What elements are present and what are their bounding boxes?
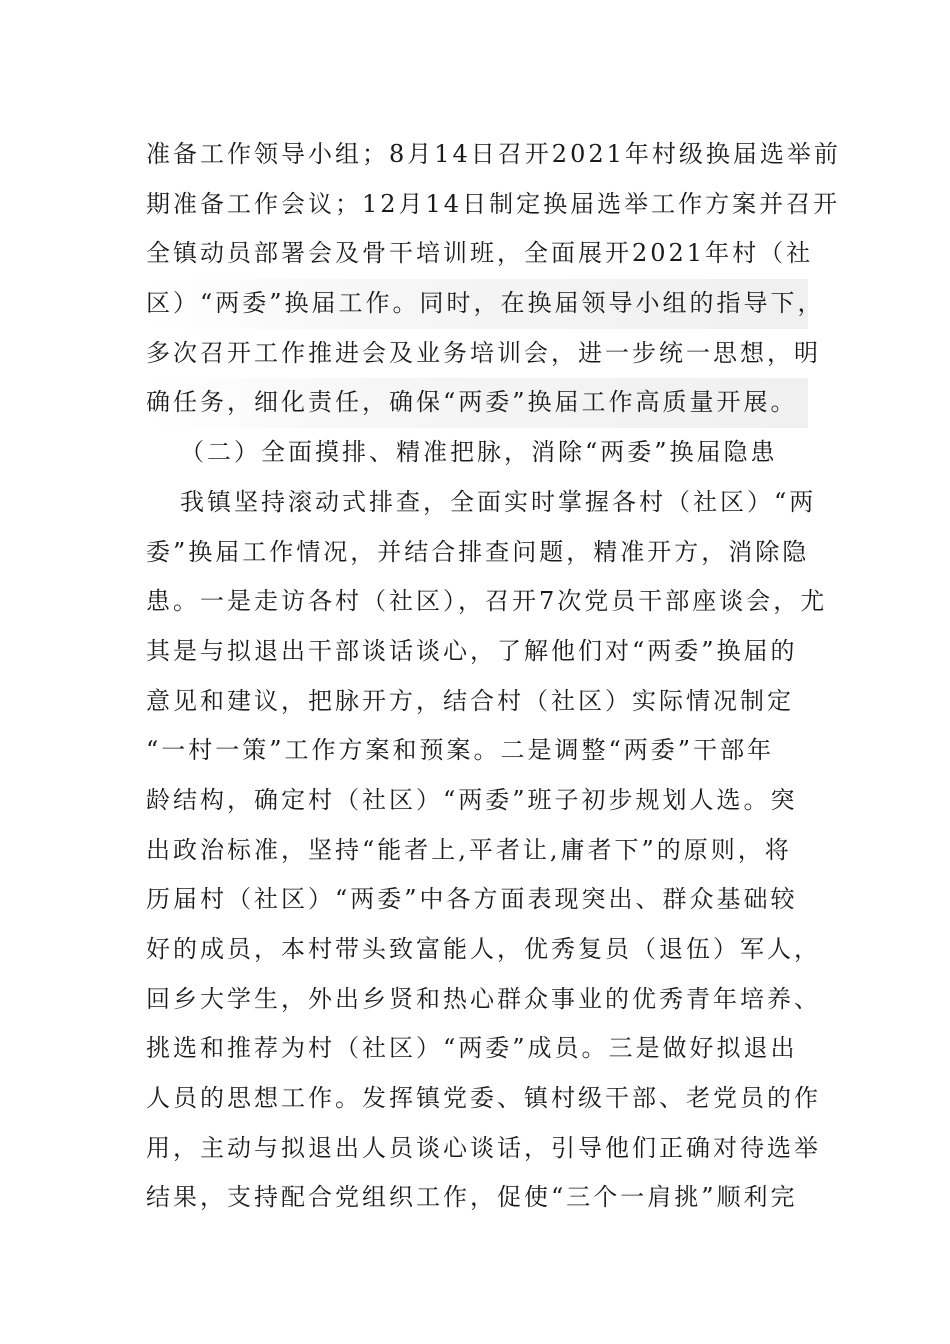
text-line: 挑选和推荐为村（社区）“两委”成员。三是做好拟退出	[146, 1034, 798, 1063]
text-line: 委”换届工作情况，并结合排查问题，精准开方，消除隐	[146, 537, 810, 566]
text-line: 多次召开工作推进会及业务培训会，进一步统一思想，明	[146, 338, 821, 367]
text-line: 历届村（社区）“两委”中各方面表现突出、群众基础较	[146, 885, 798, 914]
body-text	[146, 130, 841, 1223]
text-line: 用，主动与拟退出人员谈心谈话，引导他们正确对待选举	[146, 1133, 821, 1162]
text-line: 人员的思想工作。发挥镇党委、镇村级干部、老党员的作	[146, 1084, 821, 1113]
text-line: 出政治标准，坚持“能者上,平者让,庸者下”的原则，将	[146, 835, 792, 864]
text-line: 我镇坚持滚动式排查，全面实时掌握各村（社区）“两	[180, 487, 817, 516]
text-line: 确任务，细化责任，确保“两委”换届工作高质量开展。	[146, 378, 808, 428]
section-heading: （二）全面摸排、精准把脉，消除“两委”换届隐患	[180, 438, 778, 467]
text-line: 区）“两委”换届工作。同时，在换届领导小组的指导下，	[146, 279, 808, 329]
text-line: 意见和建议，把脉开方，结合村（社区）实际情况制定	[146, 686, 794, 715]
text-line: 回乡大学生，外出乡贤和热心群众事业的优秀青年培养、	[146, 984, 821, 1013]
text-line: 全镇动员部署会及骨干培训班，全面展开2021年村（社	[146, 239, 814, 268]
text-line: 患。一是走访各村（社区），召开7次党员干部座谈会，尤	[146, 587, 828, 616]
text-line: 其是与拟退出干部谈话谈心，了解他们对“两委”换届的	[146, 636, 798, 665]
text-line: 龄结构，确定村（社区）“两委”班子初步规划人选。突	[146, 785, 798, 814]
text-line: 准备工作领导小组；8月14日召开2021年村级换届选举前	[146, 140, 841, 168]
text-line: 结果，支持配合党组织工作，促使“三个一肩挑”顺利完	[146, 1183, 798, 1212]
text-line: 期准备工作会议；12月14日制定换届选举工作方案并召开	[146, 189, 841, 218]
text-line: 好的成员，本村带头致富能人，优秀复员（退伍）军人，	[146, 935, 821, 963]
text-line: “一村一策”工作方案和预案。二是调整“两委”干部年	[146, 736, 775, 765]
